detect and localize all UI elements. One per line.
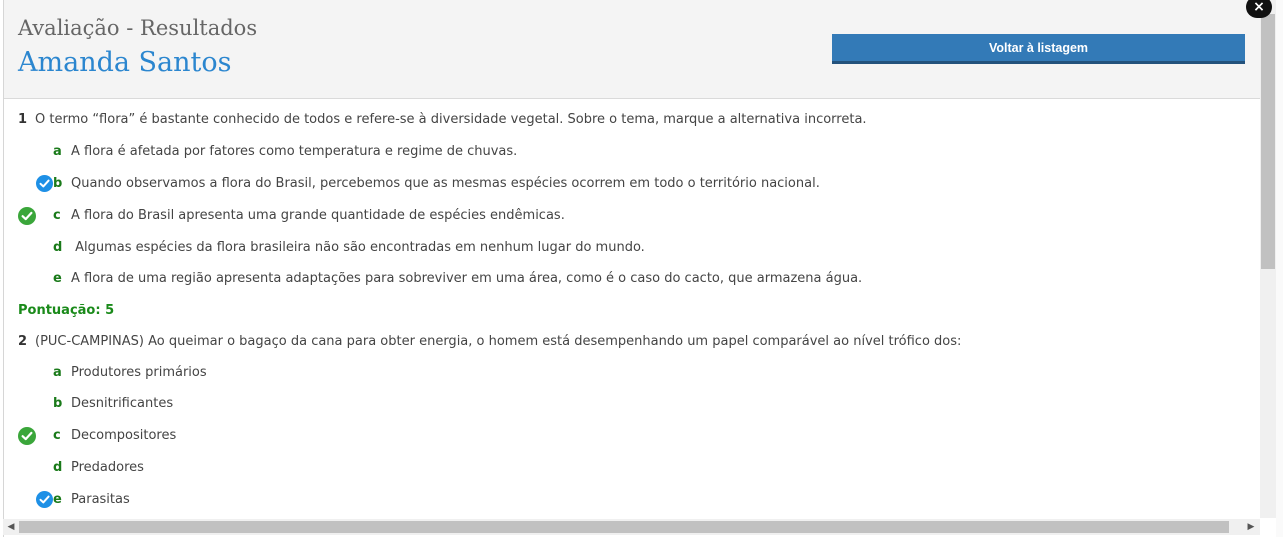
selected-answer-icon — [36, 491, 53, 508]
alternative-2b — [53, 396, 173, 411]
alternative-text: Decompositores — [71, 428, 177, 443]
question-text: (PUC-CAMPINAS) Ao queimar o bagaço da cana para obter energia, o homem está desempenhando um papel comparável ao nível trófico dos: — [35, 334, 962, 349]
scroll-left-arrow-icon[interactable]: ◀ — [7, 522, 15, 532]
alternative-letter: e — [53, 271, 62, 286]
alternative-letter: b — [53, 176, 63, 191]
selected-answer-icon — [36, 175, 53, 192]
question-score: Pontuação: 5 — [18, 303, 115, 318]
alternative-text: Algumas espécies da flora brasileira não são encontradas em nenhum lugar do mundo. — [71, 240, 645, 255]
alternative-2e — [53, 492, 130, 507]
question-number: 1 — [18, 112, 28, 127]
alternative-1c — [53, 208, 565, 223]
close-icon[interactable]: × — [1246, 0, 1272, 18]
alternative-text: Desnitrificantes — [71, 396, 174, 411]
outer-edge — [1276, 0, 1283, 537]
modal-header — [4, 0, 1260, 99]
results-content — [4, 99, 1260, 519]
question-1 — [18, 112, 867, 127]
alternative-text: Quando observamos a flora do Brasil, percebemos que as mesmas espécies ocorrem em todo o território nacional. — [71, 176, 820, 191]
correct-answer-icon — [18, 207, 36, 225]
alternative-text: A flora é afetada por fatores como temperatura e regime de chuvas. — [71, 144, 518, 159]
alternative-letter: c — [53, 208, 61, 223]
question-2 — [18, 334, 961, 349]
alternative-text: Produtores primários — [71, 365, 207, 380]
alternative-text: Predadores — [71, 460, 144, 475]
alternative-text: Parasitas — [71, 492, 130, 507]
alternative-2c — [53, 428, 176, 443]
alternative-letter: a — [53, 365, 62, 380]
alternative-2d — [53, 460, 144, 475]
vertical-scrollbar-thumb[interactable] — [1261, 14, 1275, 269]
alternative-letter: b — [53, 396, 63, 411]
back-to-list-button[interactable]: Voltar à listagem — [832, 34, 1245, 64]
alternative-1e — [53, 271, 862, 286]
alternative-text: A flora de uma região apresenta adaptações para sobreviver em uma área, como é o caso do cacto, que armazena água. — [71, 271, 863, 286]
results-modal — [3, 0, 1260, 537]
question-text: O termo “flora” é bastante conhecido de todos e refere-se à diversidade vegetal. Sobre o tema, marque a alternativa incorreta. — [35, 112, 867, 127]
question-number: 2 — [18, 334, 28, 349]
alternative-letter: e — [53, 492, 62, 507]
horizontal-scrollbar-thumb[interactable] — [19, 521, 1229, 533]
student-name: Amanda Santos — [18, 47, 232, 78]
alternative-2a — [53, 365, 207, 380]
alternative-1a — [53, 144, 517, 159]
horizontal-scrollbar[interactable] — [3, 519, 1260, 535]
alternative-text: A flora do Brasil apresenta uma grande quantidade de espécies endêmicas. — [71, 208, 565, 223]
alternative-letter: d — [53, 240, 63, 255]
alternative-1d — [53, 240, 645, 255]
scroll-right-arrow-icon[interactable]: ▶ — [1247, 522, 1255, 532]
correct-answer-icon — [18, 427, 36, 445]
alternative-letter: d — [53, 460, 63, 475]
alternative-letter: a — [53, 144, 62, 159]
page-subtitle: Avaliação - Resultados — [18, 16, 258, 40]
alternative-letter: c — [53, 428, 61, 443]
alternative-1b — [53, 176, 820, 191]
vertical-scrollbar[interactable] — [1260, 0, 1276, 518]
